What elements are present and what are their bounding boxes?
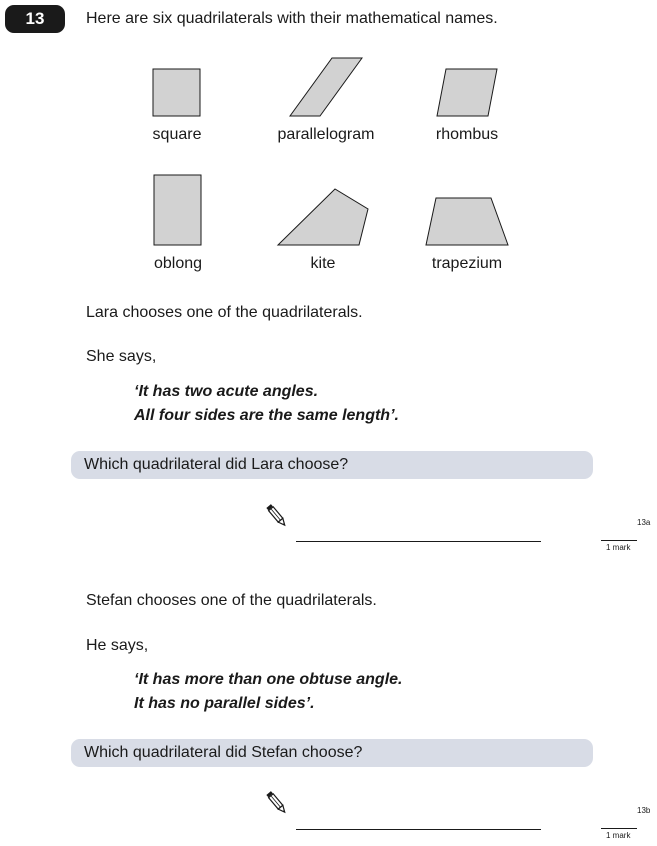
question-intro: Here are six quadrilaterals with their mathematical names. [86, 10, 498, 27]
shape-label-trapezium: trapezium [431, 255, 503, 272]
part-b-mark-box-line [601, 828, 637, 829]
part-a-answer-field[interactable] [296, 515, 541, 539]
oblong-shape-icon [154, 175, 201, 245]
part-a-prompt: Which quadrilateral did Lara choose? [84, 456, 349, 473]
part-a-prompt-band [71, 451, 593, 479]
part-a-quote-line-1: ‘It has two acute angles. [134, 383, 319, 400]
part-b-says: He says, [86, 637, 149, 654]
part-a-mark-box-line [601, 540, 637, 541]
kite-shape-icon [278, 189, 368, 245]
part-b-prompt: Which quadrilateral did Stefan choose? [84, 744, 363, 761]
parallelogram-shape-icon [290, 58, 362, 116]
part-b-prompt-band [71, 739, 593, 767]
part-a-says: She says, [86, 348, 157, 365]
part-a-marks: 1 mark [606, 543, 631, 552]
trapezium-shape-icon [426, 198, 508, 245]
shape-label-parallelogram: parallelogram [277, 126, 375, 143]
part-a-code: 13a [637, 518, 651, 527]
part-b-code: 13b [637, 806, 651, 815]
shape-label-kite: kite [310, 255, 336, 272]
part-b-answer-line [296, 829, 541, 830]
part-b-quote-line-1: ‘It has more than one obtuse angle. [134, 671, 403, 688]
shape-label-rhombus: rhombus [435, 126, 499, 143]
part-a-intro: Lara chooses one of the quadrilaterals. [86, 304, 363, 321]
rhombus-shape-icon [437, 69, 497, 116]
pencil-icon [266, 790, 288, 816]
question-number-badge: 13 [5, 5, 65, 33]
shape-label-square: square [152, 126, 202, 143]
part-b-marks: 1 mark [606, 831, 631, 840]
shape-label-oblong: oblong [153, 255, 203, 272]
part-a-quote-line-2: All four sides are the same length’. [134, 407, 399, 424]
part-a-answer-line [296, 541, 541, 542]
part-b-answer-field[interactable] [296, 803, 541, 827]
pencil-icon [266, 503, 288, 529]
part-b-quote-line-2: It has no parallel sides’. [134, 695, 315, 712]
part-b-intro: Stefan chooses one of the quadrilaterals. [86, 592, 377, 609]
